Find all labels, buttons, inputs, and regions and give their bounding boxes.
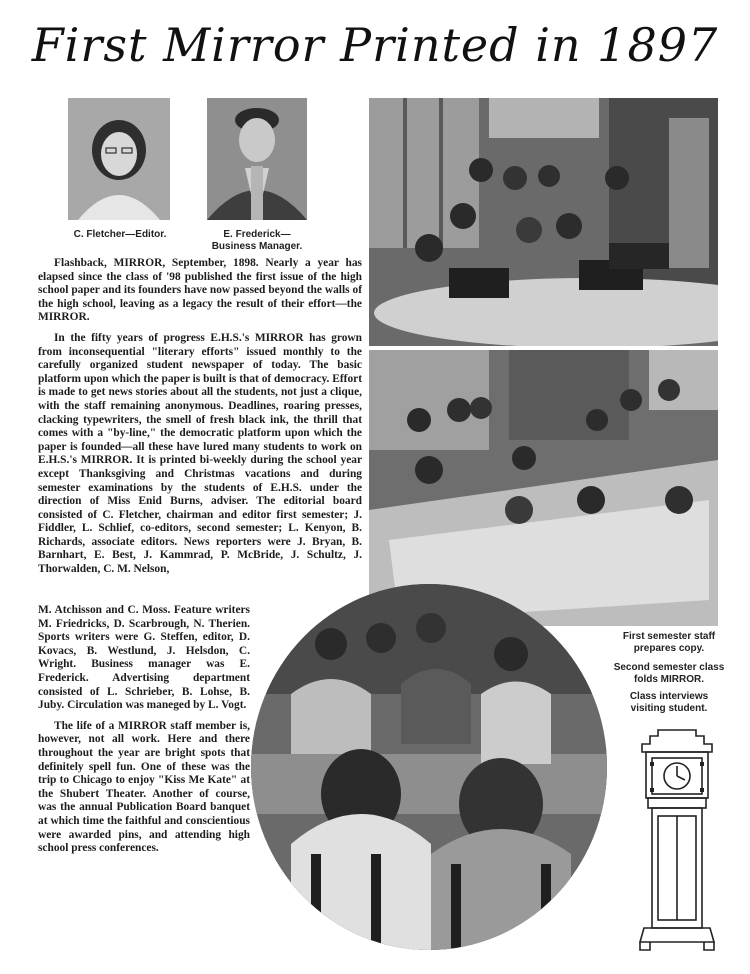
- page-title: First Mirror Printed in 1897: [31, 18, 719, 72]
- article-text-wide: [38, 257, 362, 577]
- grandfather-clock-icon: [636, 728, 718, 954]
- portrait-caption-editor: C. Fletcher—Editor.: [73, 229, 167, 240]
- portrait-caption-business-manager: E. Frederick— Business Manager.: [211, 229, 303, 252]
- article-paragraph-1: Flashback, MIRROR, September, 1898. Nearly a year has elapsed since the class of '98 published the first issue of the high school paper and its founders have now passed beyond the walls of the high school, leaving as a legacy the result of their effort—the MIRROR.: [38, 257, 362, 324]
- article-text-narrow: [38, 604, 250, 863]
- portrait-photo-editor: [68, 98, 170, 220]
- article-paragraph-3: The life of a MIRROR staff member is, however, not all work. Here and there throughout the year are bright spots that definitely spell fun. One of these was the trip to Chicago to enjoy "Kiss Me Kate" at the Shubert Theater. Another of course, was the annual Publication Board banquet at which time the faithful and conscientious were awarded pins, and attending high school press conferences.: [38, 719, 250, 855]
- caption-second-semester-class: Second semester class folds MIRROR.: [613, 662, 725, 685]
- portrait-photo-business-manager: [207, 98, 307, 220]
- article-paragraph-2-continued: M. Atchisson and C. Moss. Feature writers M. Friedricks, D. Scarbrough, N. Therien. Sports writers were G. Steffen, editor, D. Kovacs, B. Westlund, J. Helsdon, C. Wright. Business manager was E. Frederick. Advertising department consisted of L. Schrieber, B. Lohse, B. Juby. Circulation was maneged by L. Vogt.: [38, 604, 250, 712]
- photo-first-semester-staff: [369, 98, 718, 346]
- photo-class-interviews: [251, 584, 607, 950]
- caption-class-interviews: Class interviews visiting student.: [629, 691, 709, 714]
- article-paragraph-2: In the fifty years of progress E.H.S.'s MIRROR has grown from inconsequential "literary efforts" issued monthly to the carefully organized student newspaper of today. The basic platform upon which the paper is built is that of democracy. Effort is made to get news stories about all the students, not just a clique, with the staff remaining anonymous. Deadlines, roaring presses, clacking typewriters, the smell of fresh black ink, the thrill that comes with a "by-line," the democratic platform upon which the paper is founded—all these have lured many students to work on E.H.S.'s MIRROR. It is printed bi-weekly during the school year except Thanksgiving and Christmas vacations and during semester examinations by the students of E.H.S. under the direction of Miss Enid Burns, adviser. The editorial board consisted of C. Fletcher, chairman and editor first semester; J. Fiddler, L. Schlief, co-editors, second semester; L. Kenyon, B. Richards, associate editors. News reporters were J. Bryan, B. Barnhart, E. Best, J. Kammrad, P. McBride, J. Schultz, J. Thorwalden, C. M. Nelson,: [38, 331, 362, 576]
- caption-first-semester-staff: First semester staff prepares copy.: [622, 631, 716, 654]
